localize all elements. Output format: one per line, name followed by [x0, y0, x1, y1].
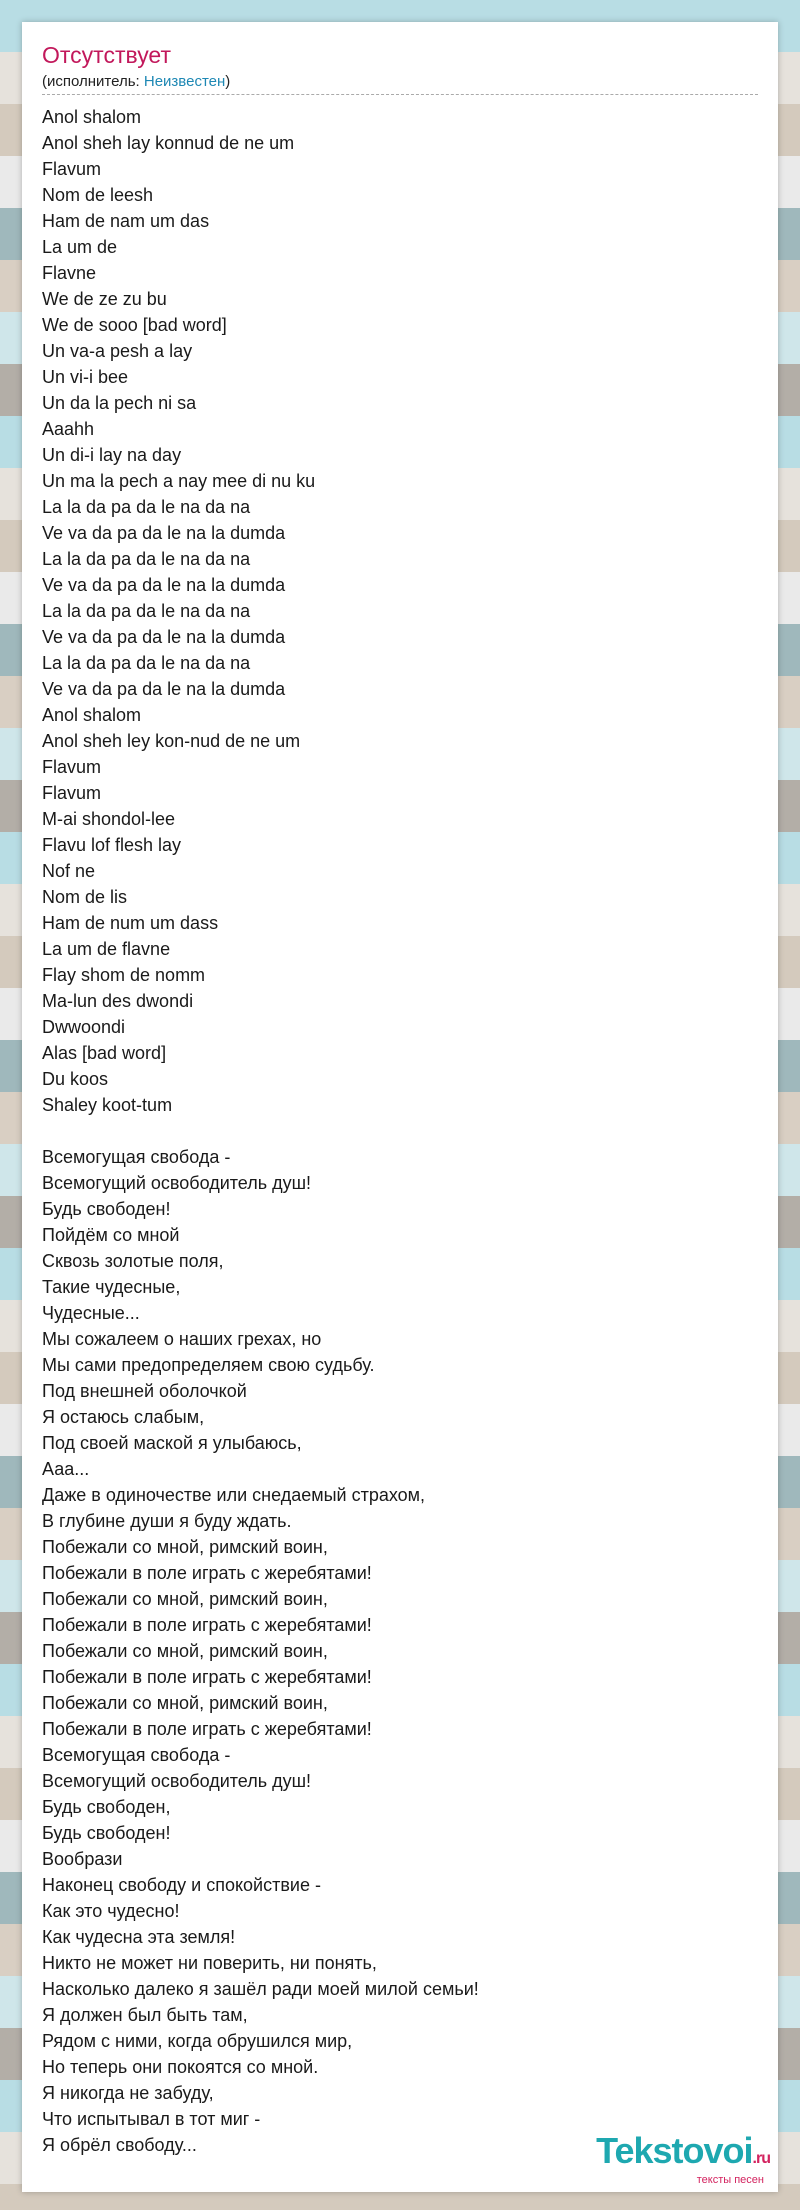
- lyric-line: Shaley koot-tum: [42, 1095, 173, 1115]
- lyric-line: Dwwoondi: [42, 1017, 126, 1037]
- lyric-line: Aaahh: [42, 419, 95, 439]
- lyric-line: Никто не может ни поверить, ни понять,: [42, 1953, 377, 1973]
- lyric-line: Ve va da pa da le na la dumda: [42, 679, 286, 699]
- lyric-line: Anol sheh ley kon-nud de ne um: [42, 731, 301, 751]
- lyric-line: Будь свободен,: [42, 1797, 171, 1817]
- lyric-line: Un va-a pesh a lay: [42, 341, 193, 361]
- lyric-line: Flavum: [42, 757, 102, 777]
- lyric-line: Пойдём со мной: [42, 1225, 180, 1245]
- lyric-line: We de sooo [bad word]: [42, 315, 227, 335]
- lyric-line: Такие чудесные,: [42, 1277, 181, 1297]
- lyric-line: Flavum: [42, 159, 102, 179]
- lyric-line: Alas [bad word]: [42, 1043, 167, 1063]
- lyric-line: Я обрёл свободу...: [42, 2135, 197, 2155]
- lyric-line: Побежали со мной, римский воин,: [42, 1641, 328, 1661]
- lyric-line: M-ai shondol-lee: [42, 809, 176, 829]
- lyric-line: Мы сами предопределяем свою судьбу.: [42, 1355, 375, 1375]
- lyric-line: Под своей маской я улыбаюсь,: [42, 1433, 302, 1453]
- lyric-line: Un da la pech ni sa: [42, 393, 197, 413]
- lyric-line: Un ma la pech a nay mee di nu ku: [42, 471, 316, 491]
- lyric-line: Побежали в поле играть с жеребятами!: [42, 1563, 372, 1583]
- lyric-line: La la da pa da le na da na: [42, 549, 251, 569]
- lyric-line: Как чудесна эта земля!: [42, 1927, 236, 1947]
- lyric-blank-line: [42, 1118, 479, 1144]
- lyric-line: Рядом с ними, когда обрушился мир,: [42, 2031, 353, 2051]
- lyric-line: Flay shom de nomm: [42, 965, 206, 985]
- lyric-line: Насколько далеко я зашёл ради моей милой семьи!: [42, 1979, 479, 1999]
- lyric-line: Anol sheh lay konnud de ne um: [42, 133, 295, 153]
- site-logo[interactable]: [596, 2132, 770, 2186]
- lyric-line: Чудесные...: [42, 1303, 140, 1323]
- lyric-line: Но теперь они покоятся со мной.: [42, 2057, 319, 2077]
- lyric-line: Un vi-i bee: [42, 367, 129, 387]
- lyric-line: Flavum: [42, 783, 102, 803]
- lyric-line: Ve va da pa da le na la dumda: [42, 627, 286, 647]
- lyric-line: Под внешней оболочкой: [42, 1381, 247, 1401]
- lyric-line: Мы сожалеем о наших грехах, но: [42, 1329, 322, 1349]
- lyric-line: Ve va da pa da le na la dumda: [42, 523, 286, 543]
- lyric-line: Я никогда не забуду,: [42, 2083, 214, 2103]
- lyric-line: La um de: [42, 237, 118, 257]
- lyric-line: Ve va da pa da le na la dumda: [42, 575, 286, 595]
- lyric-line: Anol shalom: [42, 705, 142, 725]
- logo-name: Tekstovoi: [596, 2130, 753, 2171]
- lyric-line: Наконец свободу и спокойствие -: [42, 1875, 321, 1895]
- lyric-line: В глубине души я буду ждать.: [42, 1511, 292, 1531]
- logo-tld: .ru: [752, 2150, 770, 2167]
- artist-line: [42, 73, 758, 95]
- artist-suffix: ): [225, 73, 231, 90]
- lyric-line: Побежали со мной, римский воин,: [42, 1693, 328, 1713]
- lyric-line: Я должен был быть там,: [42, 2005, 248, 2025]
- lyric-line: Flavu lof flesh lay: [42, 835, 182, 855]
- lyric-line: Ааа...: [42, 1459, 90, 1479]
- lyric-line: La la da pa da le na da na: [42, 497, 251, 517]
- lyric-line: Flavne: [42, 263, 97, 283]
- lyric-line: Ma-lun des dwondi: [42, 991, 194, 1011]
- lyric-line: Nof ne: [42, 861, 96, 881]
- lyric-line: Побежали в поле играть с жеребятами!: [42, 1719, 372, 1739]
- lyric-line: Побежали в поле играть с жеребятами!: [42, 1615, 372, 1635]
- lyric-line: Anol shalom: [42, 107, 142, 127]
- lyric-line: Даже в одиночестве или снедаемый страхом,: [42, 1485, 426, 1505]
- lyric-line: Что испытывал в тот миг -: [42, 2109, 261, 2129]
- logo-tagline: тексты песен: [696, 2174, 764, 2186]
- lyric-line: Я остаюсь слабым,: [42, 1407, 205, 1427]
- lyric-line: Побежали со мной, римский воин,: [42, 1537, 328, 1557]
- lyrics-card: [22, 22, 778, 2192]
- artist-link[interactable]: Неизвестен: [143, 73, 226, 90]
- song-title: Отсутствует: [42, 42, 171, 68]
- lyric-line: Du koos: [42, 1069, 109, 1089]
- lyric-line: Побежали в поле играть с жеребятами!: [42, 1667, 372, 1687]
- lyric-line: Ham de nam um das: [42, 211, 210, 231]
- lyric-line: La la da pa da le na da na: [42, 653, 251, 673]
- lyric-line: Nom de leesh: [42, 185, 154, 205]
- lyric-line: We de ze zu bu: [42, 289, 167, 309]
- lyric-line: Побежали со мной, римский воин,: [42, 1589, 328, 1609]
- lyric-line: Ham de num um dass: [42, 913, 219, 933]
- artist-prefix: (исполнитель:: [42, 73, 144, 90]
- lyric-line: Nom de lis: [42, 887, 128, 907]
- lyrics-text: [42, 104, 479, 2158]
- lyric-line: Будь свободен!: [42, 1199, 171, 1219]
- lyric-line: Вообрази: [42, 1849, 123, 1869]
- lyric-line: La la da pa da le na da na: [42, 601, 251, 621]
- lyric-line: Всемогущий освободитель душ!: [42, 1771, 312, 1791]
- lyric-line: La um de flavne: [42, 939, 171, 959]
- lyric-line: Как это чудесно!: [42, 1901, 180, 1921]
- lyric-line: Всемогущий освободитель душ!: [42, 1173, 312, 1193]
- lyric-line: Всемогущая свобода -: [42, 1745, 231, 1765]
- lyric-line: Всемогущая свобода -: [42, 1147, 231, 1167]
- lyric-line: Un di-i lay na day: [42, 445, 182, 465]
- lyric-line: Сквозь золотые поля,: [42, 1251, 224, 1271]
- lyric-line: Будь свободен!: [42, 1823, 171, 1843]
